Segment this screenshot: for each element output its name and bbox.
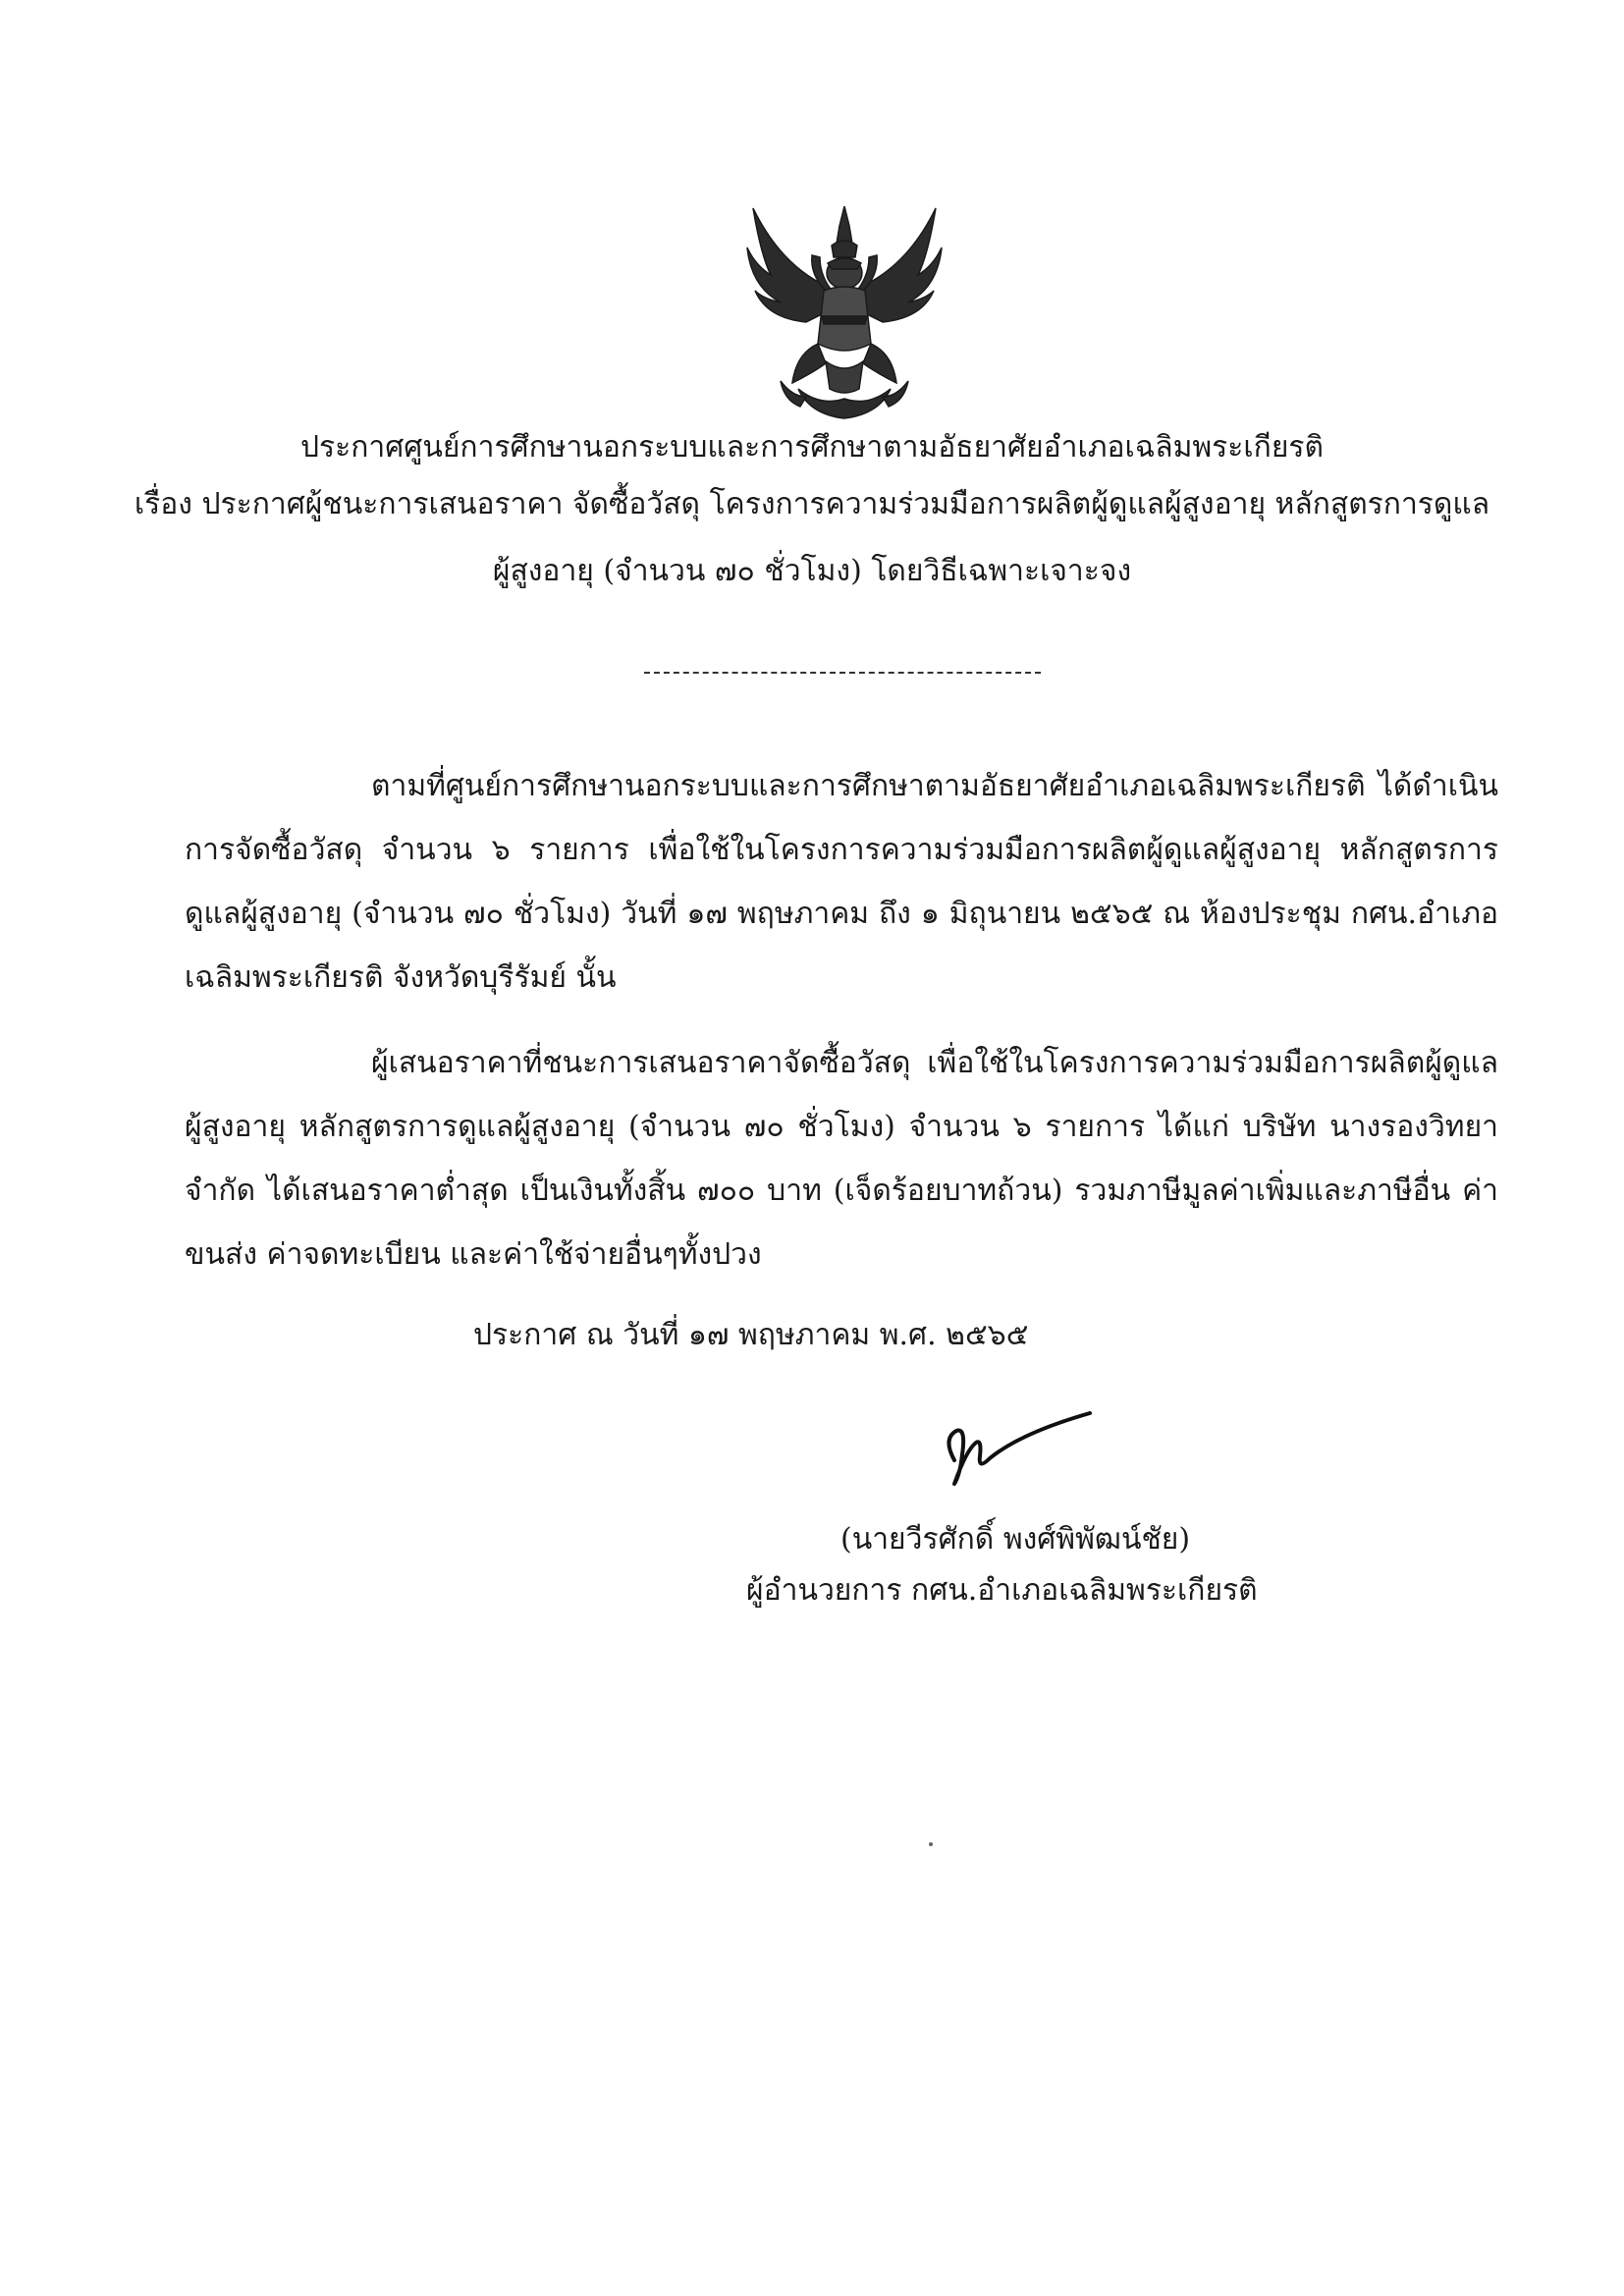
signer-name: (นายวีรศักดิ์ พงศ์พิพัฒน์ชัย) xyxy=(840,1522,1191,1557)
signer-position: ผู้อำนวยการ กศน.อำเภอเฉลิมพระเกียรติ xyxy=(746,1573,1258,1608)
announcement-heading: ประกาศศูนย์การศึกษานอกระบบและการศึกษาตามอัธยาศัยอำเภอเฉลิมพระเกียรติ xyxy=(299,430,1325,465)
subject-line: เรื่อง ประกาศผู้ชนะการเสนอราคา จัดซื้อวัสดุ โครงการความร่วมมือการผลิตผู้ดูแลผู้สูงอายุ หลักสูตรการดูแล xyxy=(134,487,1490,521)
scan-speck xyxy=(929,1842,933,1846)
subject-line-continued: ผู้สูงอายุ (จำนวน ๗๐ ชั่วโมง) โดยวิธีเฉพาะเจาะจง xyxy=(492,554,1132,588)
body-paragraph-1-text: ตามที่ศูนย์การศึกษานอกระบบและการศึกษาตามอัธยาศัยอำเภอเฉลิมพระเกียรติ ได้ดำเนินการจัดซื้อวัสดุ จำนวน ๖ รายการ เพื่อใช้ในโครงการความร่วมมือการผลิตผู้ดูแลผู้สูงอายุ หลักสูตรการดูแลผู้สูงอายุ (จำนวน ๗๐ ชั่วโมง) วันที่ ๑๗ พฤษภาคม ถึง ๑ มิถุนายน ๒๕๖๕ ณ ห้องประชุม กศน.อำเภอเฉลิมพระเกียรติ จังหวัดบุรีรัมย์ นั้น xyxy=(185,769,1498,995)
divider-line xyxy=(644,672,1041,674)
body-paragraph-2-text: ผู้เสนอราคาที่ชนะการเสนอราคาจัดซื้อวัสดุ เพื่อใช้ในโครงการความร่วมมือการผลิตผู้ดูแลผู้สูงอายุ หลักสูตรการดูแลผู้สูงอายุ (จำนวน ๗๐ ชั่วโมง) จำนวน ๖ รายการ ได้แก่ บริษัท นางรองวิทยา จำกัด ได้เสนอราคาต่ำสุด เป็นเงินทั้งสิ้น ๗๐๐ บาท (เจ็ดร้อยบาทถ้วน) รวมภาษีมูลค่าเพิ่มและภาษีอื่น ค่าขนส่ง ค่าจดทะเบียน และค่าใช้จ่ายอื่นๆทั้งปวง xyxy=(185,1046,1498,1272)
announcement-date: ประกาศ ณ วันที่ ๑๗ พฤษภาคม พ.ศ. ๒๕๖๕ xyxy=(473,1318,1029,1352)
signature-mark xyxy=(933,1399,1110,1498)
body-paragraph-2 xyxy=(185,1031,1498,1286)
garuda-emblem-icon xyxy=(741,196,947,427)
body-paragraph-1 xyxy=(185,754,1498,1010)
